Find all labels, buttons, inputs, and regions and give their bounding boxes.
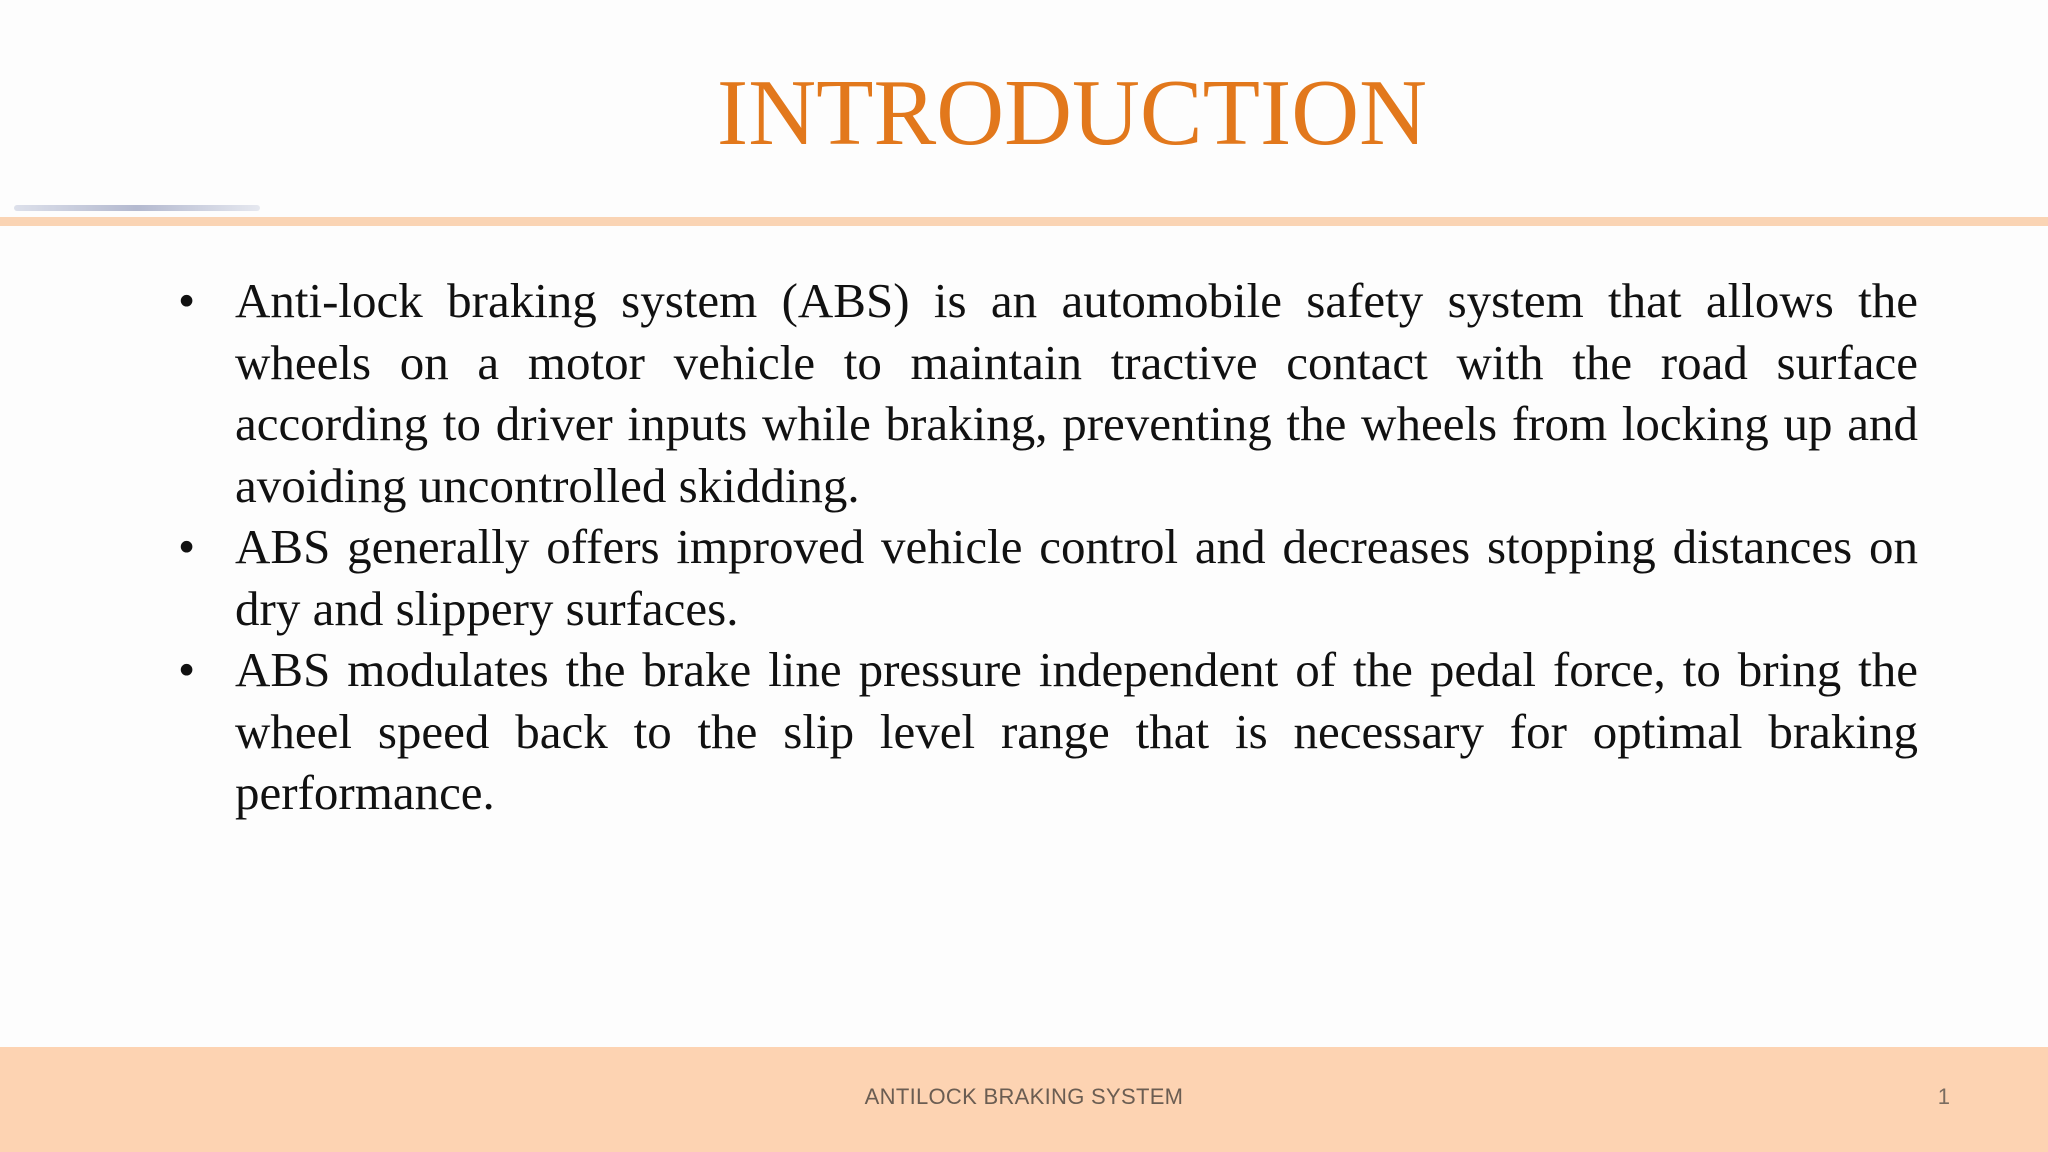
- faded-logo-mark: [14, 205, 260, 211]
- bullet-text: ABS generally offers improved vehicle control and decreases stopping distances on dry and slippery surfaces.: [235, 519, 1918, 636]
- bullet-icon: •: [178, 519, 196, 574]
- bullet-icon: •: [178, 642, 196, 697]
- bullet-text: Anti-lock braking system (ABS) is an automobile safety system that allows the wheels on a motor vehicle to maintain tractive contact with the road surface according to driver inputs while braking, preventing the wheels from locking up and avoiding uncontrolled skidding.: [235, 273, 1918, 513]
- bullet-item: [170, 516, 1918, 639]
- bullet-list: [170, 270, 1918, 824]
- title-divider: [0, 217, 2048, 226]
- slide-body: [170, 270, 1918, 824]
- bullet-text: ABS modulates the brake line pressure independent of the pedal force, to bring the wheel speed back to the slip level range that is necessary for optimal braking performance.: [235, 642, 1918, 820]
- footer-title: ANTILOCK BRAKING SYSTEM: [864, 1084, 1184, 1109]
- bullet-icon: •: [178, 273, 196, 328]
- bullet-item: [170, 270, 1918, 516]
- slide-number: 1: [1937, 1084, 1950, 1109]
- slide-title: INTRODUCTION: [716, 61, 1428, 165]
- bullet-item: [170, 639, 1918, 824]
